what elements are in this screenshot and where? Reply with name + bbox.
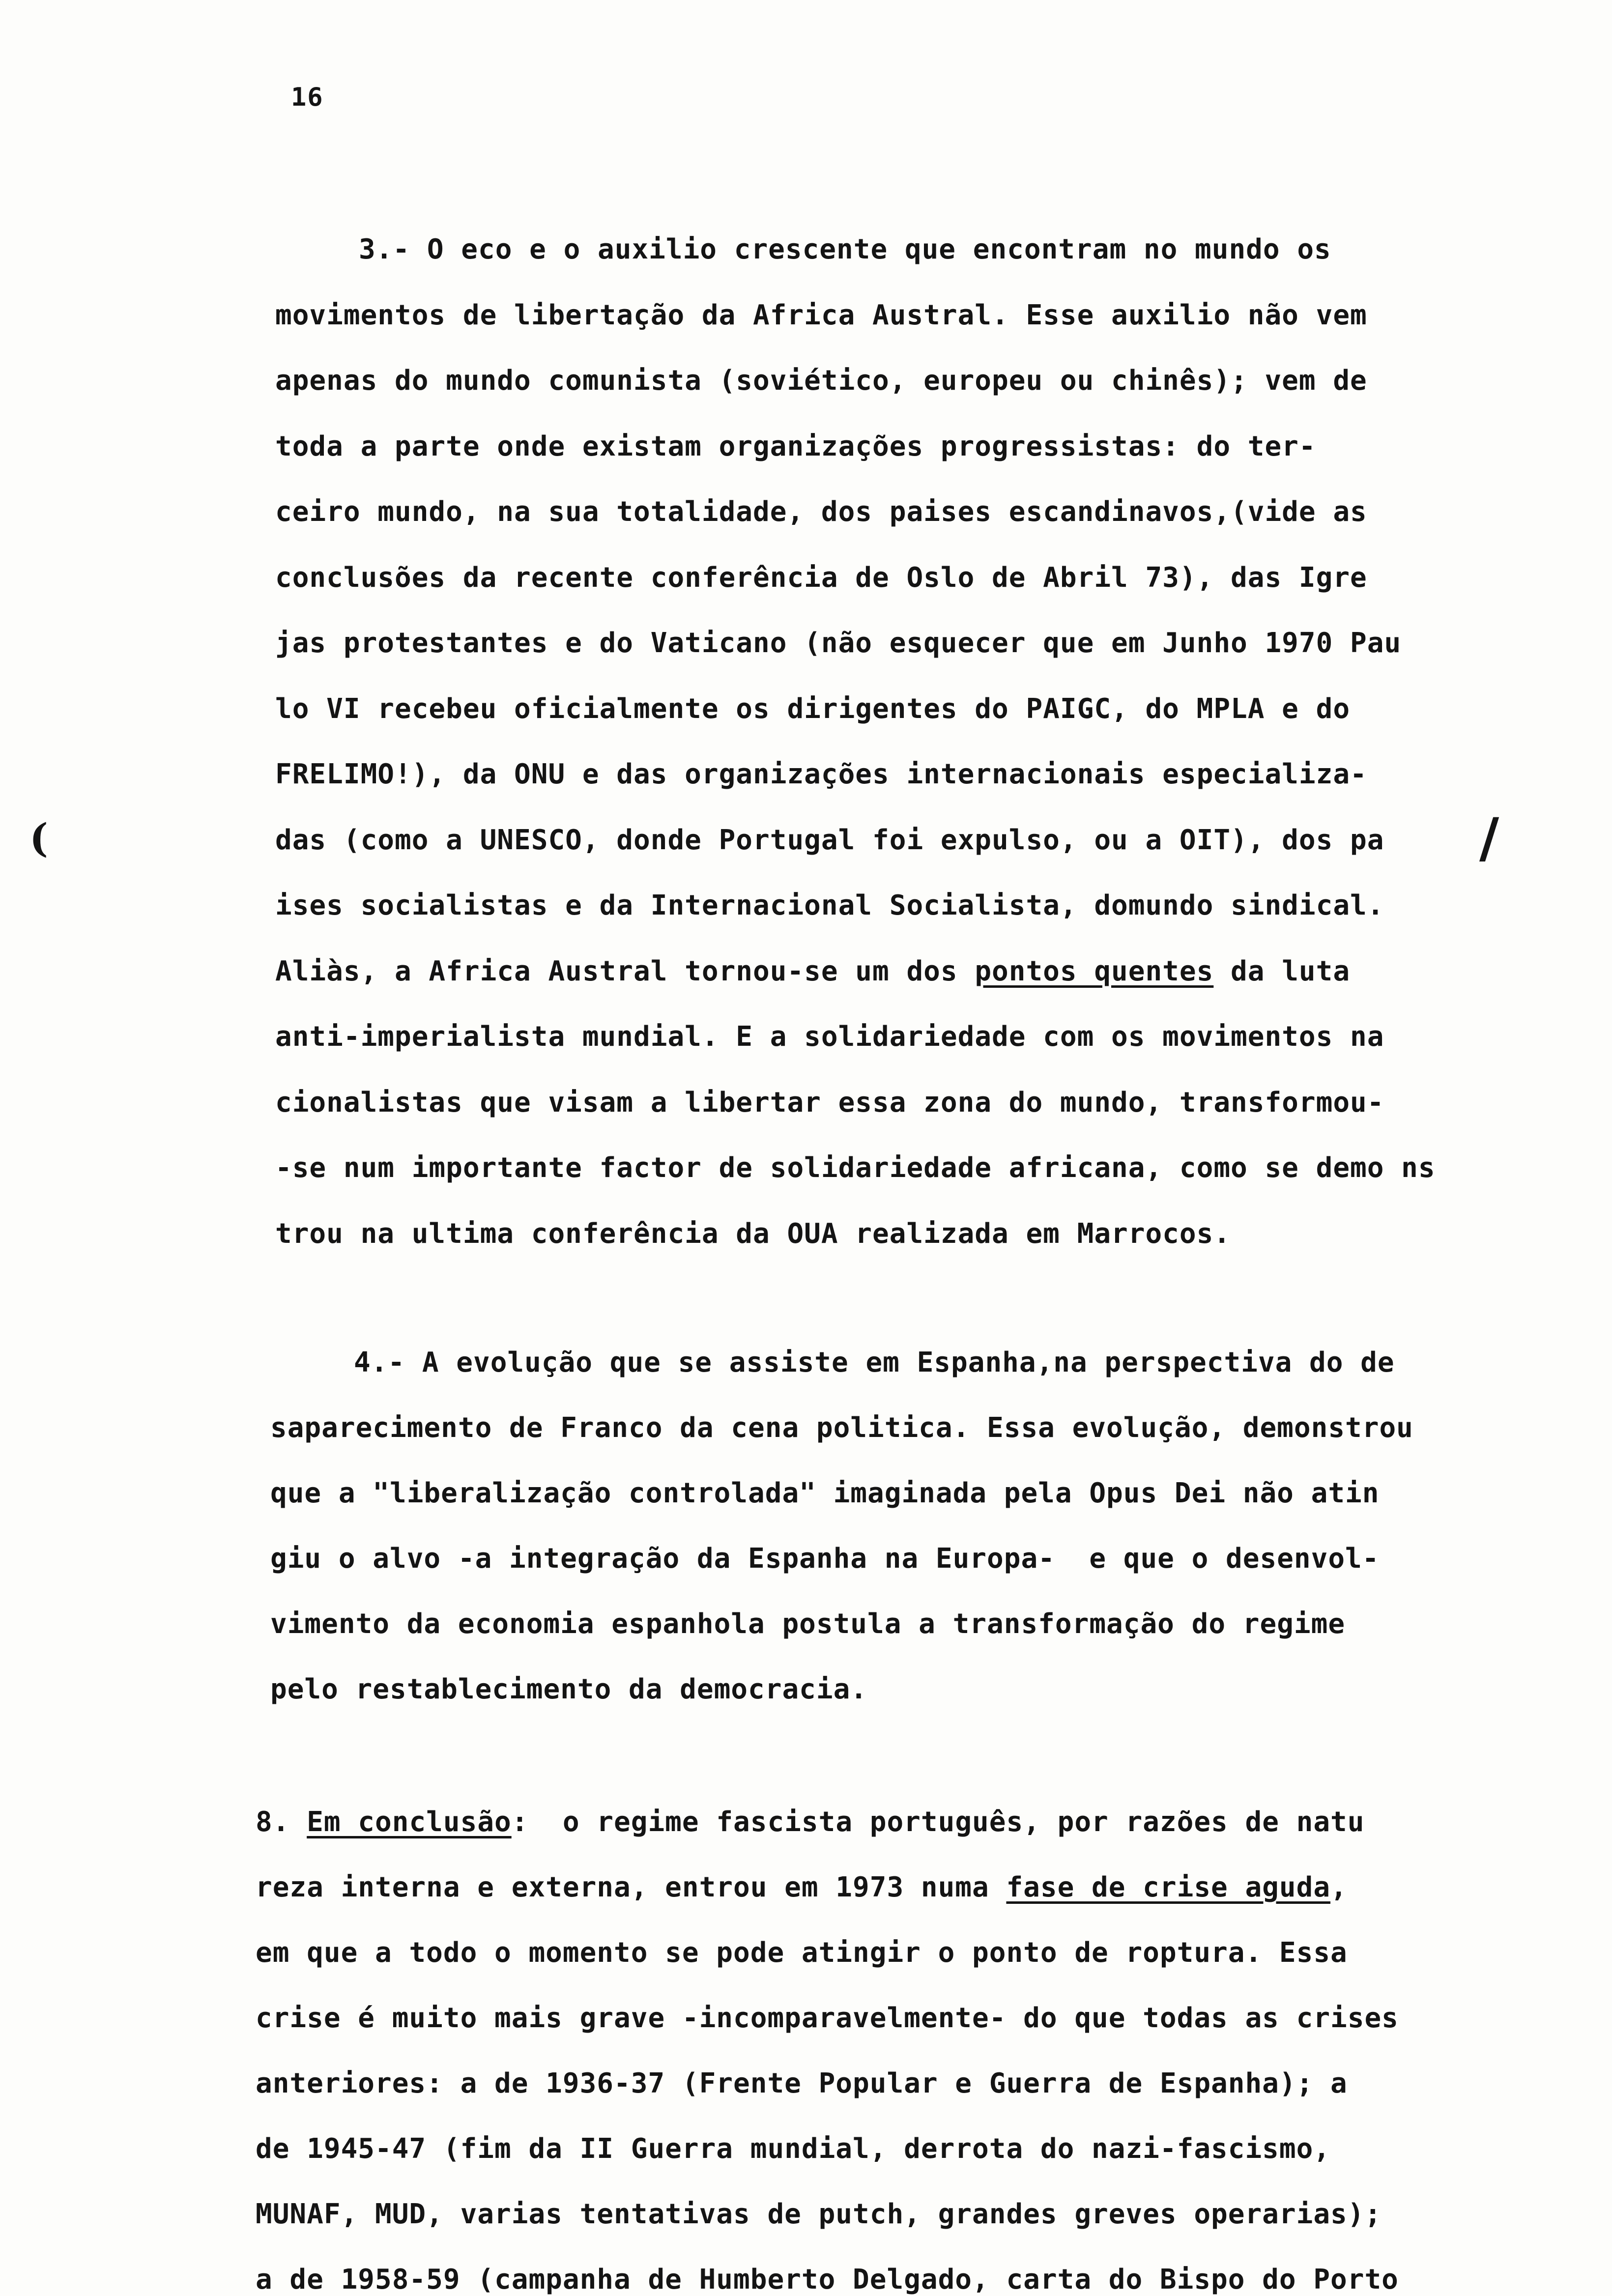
text-line <box>256 1939 1348 1967</box>
text-line <box>275 627 1402 659</box>
margin-slash-mark: / <box>1479 806 1499 869</box>
text-segment: ceiro mundo, na sua totalidade, dos paises escandinavos,(vide as <box>275 496 1367 528</box>
text-line <box>270 1414 1413 1442</box>
text-line <box>256 1808 1364 1836</box>
text-segment: a de 1958-59 (campanha de Humberto Delgado, carta do Bispo do Porto <box>256 2264 1399 2296</box>
text-line <box>275 1217 1231 1250</box>
text-line <box>275 561 1367 594</box>
text-line <box>275 498 1367 526</box>
text-segment: : o regime fascista português, por razões de natu <box>511 1806 1365 1838</box>
text-segment: FRELIMO!), da ONU e das organizações internacionais especializa- <box>275 758 1367 790</box>
text-segment: pelo restablecimento da democracia. <box>270 1673 868 1705</box>
underlined-phrase: pontos quentes <box>975 955 1214 987</box>
text-segment: da luta <box>1213 955 1351 987</box>
text-segment: 4.- A evolução que se assiste em Espanha,na perspectiva do de <box>354 1347 1395 1378</box>
text-segment: das (como a UNESCO, donde Portugal foi expulso, ou a OIT), dos pa <box>275 824 1384 856</box>
text-segment: , <box>1330 1871 1348 1903</box>
text-line <box>256 2198 1382 2230</box>
text-line <box>275 692 1351 725</box>
text-line <box>275 367 1367 395</box>
text-segment: -se num importante factor de solidariedade africana, como se demo ns <box>275 1152 1436 1184</box>
text-line <box>270 1610 1345 1638</box>
text-segment: de 1945-47 (fim da II Guerra mundial, derrota do nazi-fascismo, <box>256 2133 1331 2165</box>
text-segment: 8. <box>256 1806 307 1838</box>
text-line <box>270 1673 868 1705</box>
text-segment: anteriores: a de 1936-37 (Frente Popular e Guerra de Espanha); a <box>256 2067 1348 2099</box>
text-line <box>359 233 1331 265</box>
text-segment: giu o alvo -a integração da Espanha na Europa- e que o desenvol- <box>270 1543 1380 1575</box>
text-line <box>275 892 1384 919</box>
text-segment: 3.- O eco e o auxilio crescente que encontram no mundo os <box>359 233 1331 265</box>
text-segment: MUNAF, MUD, varias tentativas de putch, grandes greves operarias); <box>256 2198 1382 2230</box>
text-line <box>275 955 1351 987</box>
text-segment: ises socialistas e da Internacional Socialista, domundo sindical. <box>275 890 1384 921</box>
text-line <box>275 1023 1384 1051</box>
margin-paren-mark: ( <box>29 815 48 861</box>
text-segment: movimentos de libertação da Africa Austral. Esse auxilio não vem <box>275 299 1367 331</box>
text-segment: conclusões da recente conferência de Oslo de Abril 73), das Igre <box>275 561 1367 594</box>
text-segment: anti-imperialista mundial. E a solidariedade com os movimentos na <box>275 1021 1384 1053</box>
underlined-phrase: Em conclusão <box>307 1806 512 1838</box>
text-segment: toda a parte onde existam organizações progressistas: do ter- <box>275 430 1316 462</box>
text-segment: vimento da economia espanhola postula a transformação do regime <box>270 1608 1346 1640</box>
text-line <box>275 430 1316 462</box>
text-segment: em que a todo o momento se pode atingir o ponto de roptura. Essa <box>256 1937 1348 1969</box>
underlined-phrase: fase de crise aguda <box>1006 1871 1331 1903</box>
text-segment: cionalistas que visam a libertar essa zona do mundo, transformou- <box>275 1086 1384 1119</box>
text-segment: reza interna e externa, entrou em 1973 numa <box>256 1871 1007 1903</box>
text-line <box>256 1871 1348 1903</box>
text-segment: crise é muito mais grave -incomparavelmente- do que todas as crises <box>256 2002 1399 2034</box>
text-line <box>275 824 1384 856</box>
text-segment: saparecimento de Franco da cena politica. Essa evolução, demonstrou <box>270 1412 1413 1444</box>
text-line <box>256 2067 1348 2099</box>
text-segment: lo VI recebeu oficialmente os dirigentes do PAIGC, do MPLA e do <box>275 692 1351 725</box>
text-line <box>270 1545 1379 1573</box>
text-line <box>256 2002 1399 2034</box>
text-line <box>275 758 1367 790</box>
text-line <box>275 1086 1384 1119</box>
text-line <box>275 1154 1436 1182</box>
text-segment: trou na ultima conferência da OUA realizada em Marrocos. <box>275 1217 1231 1250</box>
text-line <box>256 2266 1399 2294</box>
text-line <box>354 1349 1395 1377</box>
text-segment: Aliàs, a Africa Austral tornou-se um dos <box>275 955 975 987</box>
text-line <box>256 2135 1330 2163</box>
text-line <box>270 1477 1380 1509</box>
text-segment: jas protestantes e do Vaticano (não esquecer que em Junho 1970 Pau <box>275 627 1402 659</box>
text-line <box>275 299 1367 331</box>
text-segment: que a "liberalização controlada" imaginada pela Opus Dei não atin <box>270 1477 1380 1509</box>
text-segment: apenas do mundo comunista (soviético, europeu ou chinês); vem de <box>275 365 1367 397</box>
page-number: 16 <box>291 83 324 112</box>
